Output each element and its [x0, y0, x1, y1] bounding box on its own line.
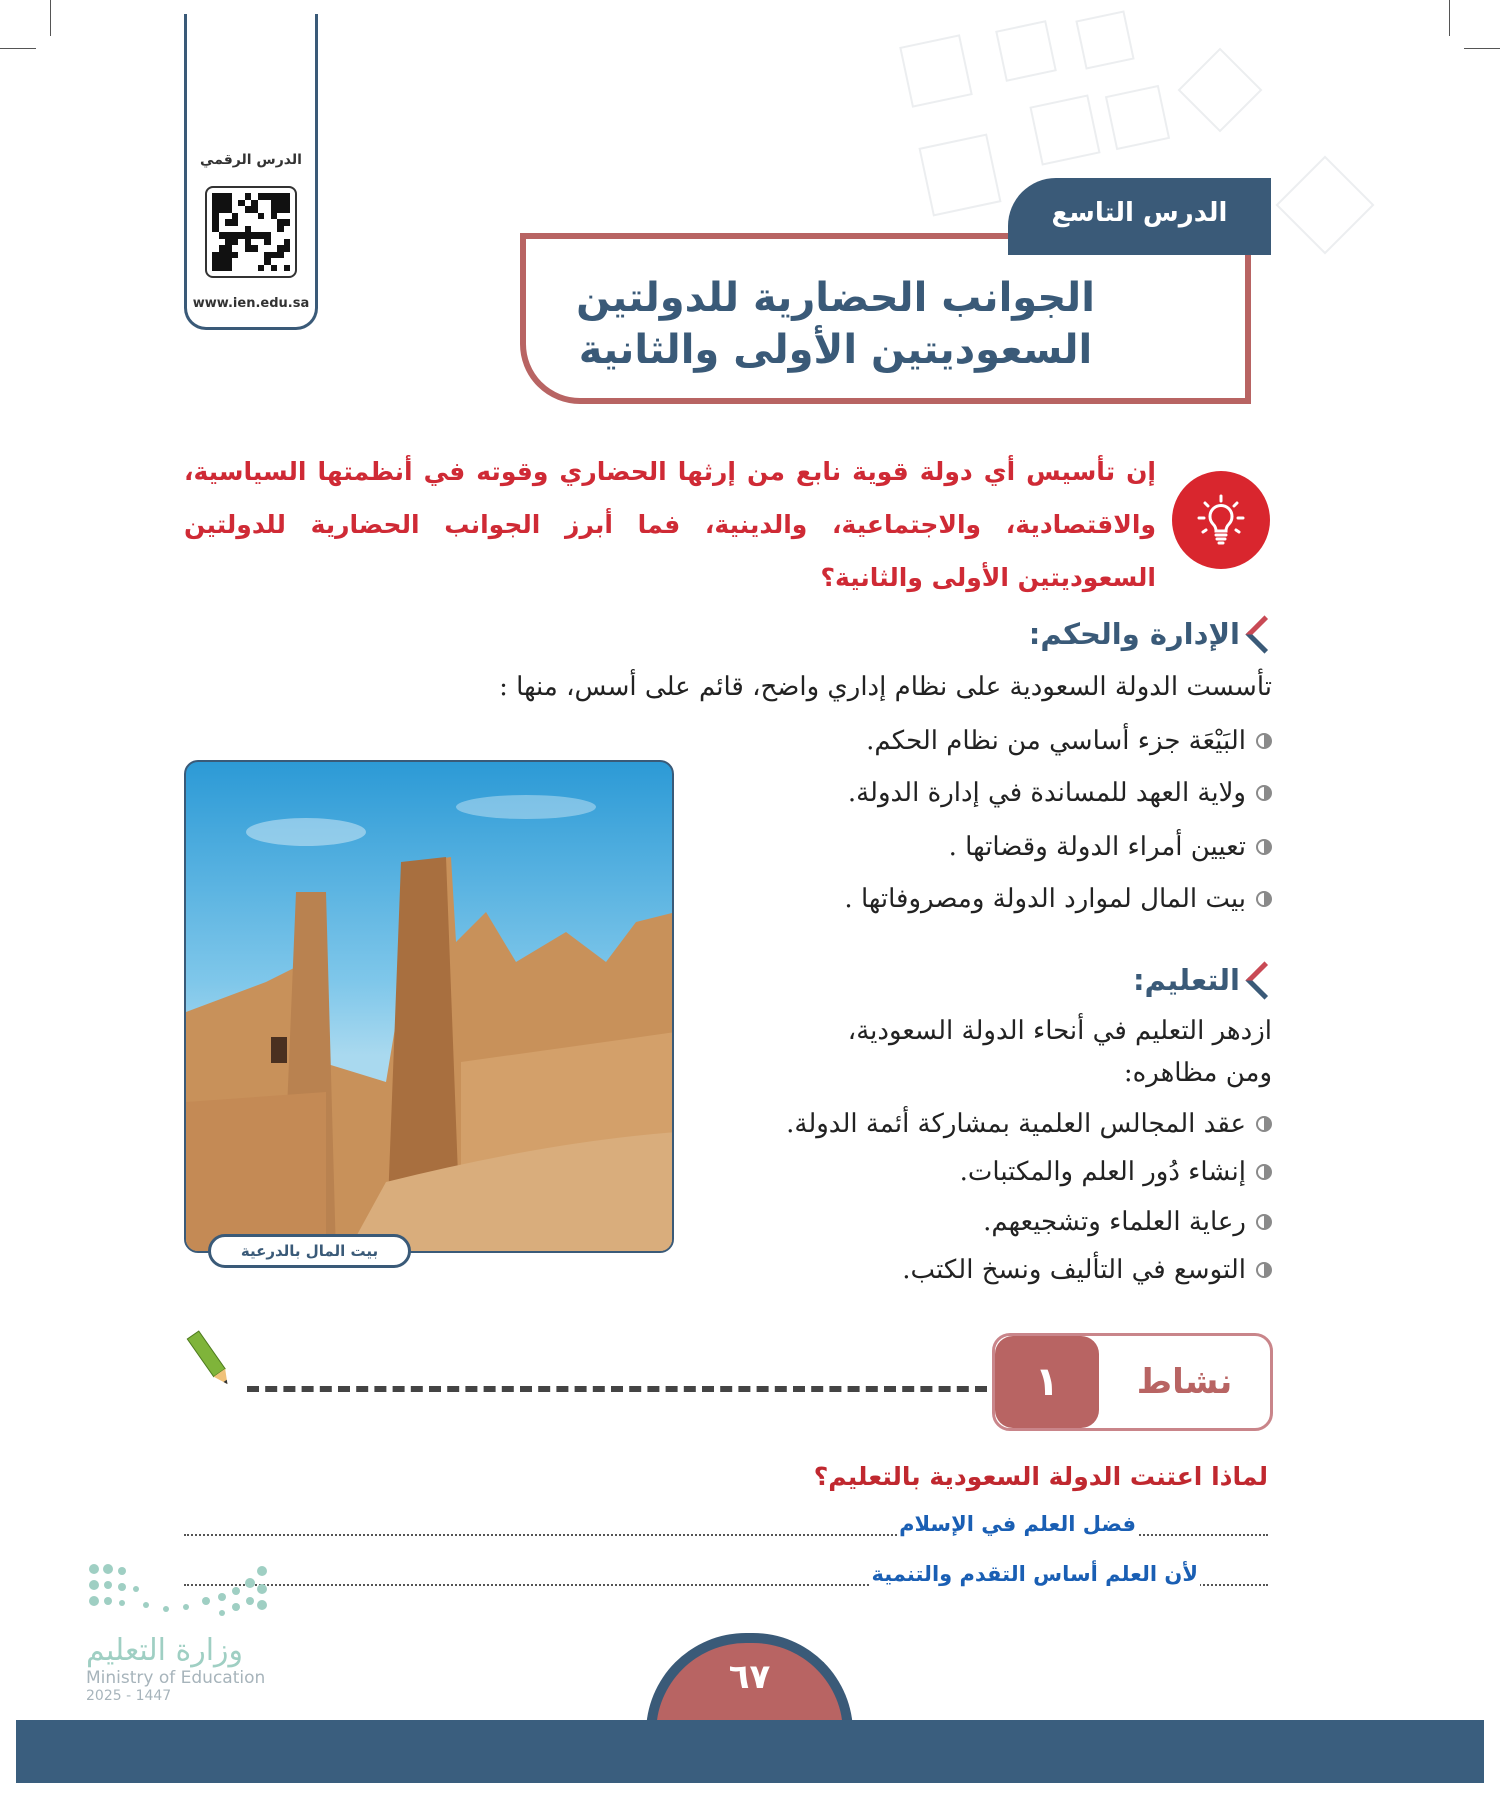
- list-item-text: عقد المجالس العلمية بمشاركة أئمة الدولة.: [786, 1109, 1246, 1139]
- bullet-icon: [1256, 839, 1272, 855]
- list-item-text: بيت المال لموارد الدولة ومصروفاتها .: [844, 884, 1246, 914]
- list-item-text: رعاية العلماء وتشجيعهم.: [983, 1207, 1246, 1237]
- chevron-icon: [1246, 961, 1268, 999]
- section-heading-admin: [1029, 615, 1268, 653]
- bullet-icon: [1256, 733, 1272, 749]
- heading-text: الإدارة والحكم:: [1028, 617, 1240, 651]
- crop-mark: [50, 0, 51, 36]
- list-item-text: إنشاء دُور العلم والمكتبات.: [959, 1157, 1246, 1187]
- bullet-icon: [1256, 1262, 1272, 1278]
- list-item-text: التوسع في التأليف ونسخ الكتب.: [902, 1255, 1246, 1285]
- edition-year: 2025 - 1447: [86, 1688, 172, 1704]
- qr-code-icon[interactable]: [205, 186, 297, 278]
- pencil-icon: [184, 1330, 236, 1396]
- lightbulb-icon: [1172, 471, 1270, 569]
- education-intro-line1: ازدهر التعليم في أنحاء الدولة السعودية،: [847, 1016, 1272, 1046]
- heading-text: التعليم:: [1132, 963, 1240, 997]
- ministry-dots-icon: [86, 1561, 270, 1621]
- list-item-text: البَيْعَة جزء أساسي من نظام الحكم.: [866, 726, 1246, 756]
- activity-divider: [247, 1386, 987, 1392]
- ministry-name-arabic: وزارة التعليم: [86, 1633, 244, 1668]
- activity-number: ١: [995, 1336, 1099, 1428]
- lesson-title-line2: السعوديتين الأولى والثانية: [578, 326, 1093, 373]
- list-item: [844, 884, 1272, 914]
- list-item: [949, 832, 1272, 862]
- list-item: [786, 1109, 1272, 1139]
- lesson-title-line1: الجوانب الحضارية للدولتين: [576, 274, 1095, 321]
- bullet-icon: [1256, 1164, 1272, 1180]
- chevron-icon: [1246, 615, 1268, 653]
- crop-mark: [0, 48, 36, 49]
- bullet-icon: [1256, 1116, 1272, 1132]
- activity-label: نشاط: [1136, 1362, 1233, 1402]
- digital-lesson-label: الدرس الرقمي: [200, 152, 302, 168]
- ministry-name-english: Ministry of Education: [86, 1668, 266, 1688]
- bullet-icon: [1256, 1214, 1272, 1230]
- answer-text: فضل العلم في الإسلام: [899, 1512, 1136, 1536]
- list-item: [866, 726, 1272, 756]
- activity-question: لماذا اعتنت الدولة السعودية بالتعليم؟: [813, 1462, 1268, 1491]
- list-item: [848, 778, 1272, 808]
- answer-line[interactable]: [184, 1508, 1268, 1536]
- list-item-text: ولاية العهد للمساندة في إدارة الدولة.: [847, 778, 1246, 808]
- list-item: [960, 1157, 1272, 1187]
- ministry-logo: [86, 1561, 276, 1704]
- lesson-title-box: [520, 233, 1251, 404]
- answer-line[interactable]: [184, 1558, 1268, 1586]
- activity-badge: [992, 1333, 1273, 1431]
- bullet-icon: [1256, 785, 1272, 801]
- crop-mark: [1464, 48, 1500, 49]
- digital-lesson-tab[interactable]: [184, 14, 318, 330]
- education-intro-line2: ومن مظاهره:: [1123, 1058, 1272, 1088]
- diriyah-treasury-photo: [184, 760, 674, 1253]
- list-item: [983, 1207, 1272, 1237]
- answer-text: لأن العلم أساس التقدم والتنمية: [871, 1562, 1198, 1586]
- digital-lesson-url[interactable]: www.ien.edu.sa: [192, 296, 310, 311]
- photo-caption: بيت المال بالدرعية: [208, 1234, 411, 1268]
- admin-intro: تأسست الدولة السعودية على نظام إداري واضح، قائم على أسس، منها :: [499, 672, 1272, 702]
- list-item: [902, 1255, 1272, 1285]
- footer-bar: [16, 1720, 1484, 1783]
- bullet-icon: [1256, 891, 1272, 907]
- page-number-badge: ٦٧: [646, 1633, 853, 1733]
- list-item-text: تعيين أمراء الدولة وقضاتها .: [948, 832, 1246, 862]
- intro-question: إن تأسيس أي دولة قوية نابع من إرثها الحضاري وقوته في أنظمتها السياسية، والاقتصادية، والاجتماعية، والدينية، فما أبرز الجوانب الحضارية للدولتين السعوديتين الأولى والثانية؟: [184, 457, 1156, 592]
- crop-mark: [1449, 0, 1450, 36]
- lesson-number-tab: الدرس التاسع: [1008, 178, 1271, 255]
- section-heading-education: [1133, 961, 1268, 999]
